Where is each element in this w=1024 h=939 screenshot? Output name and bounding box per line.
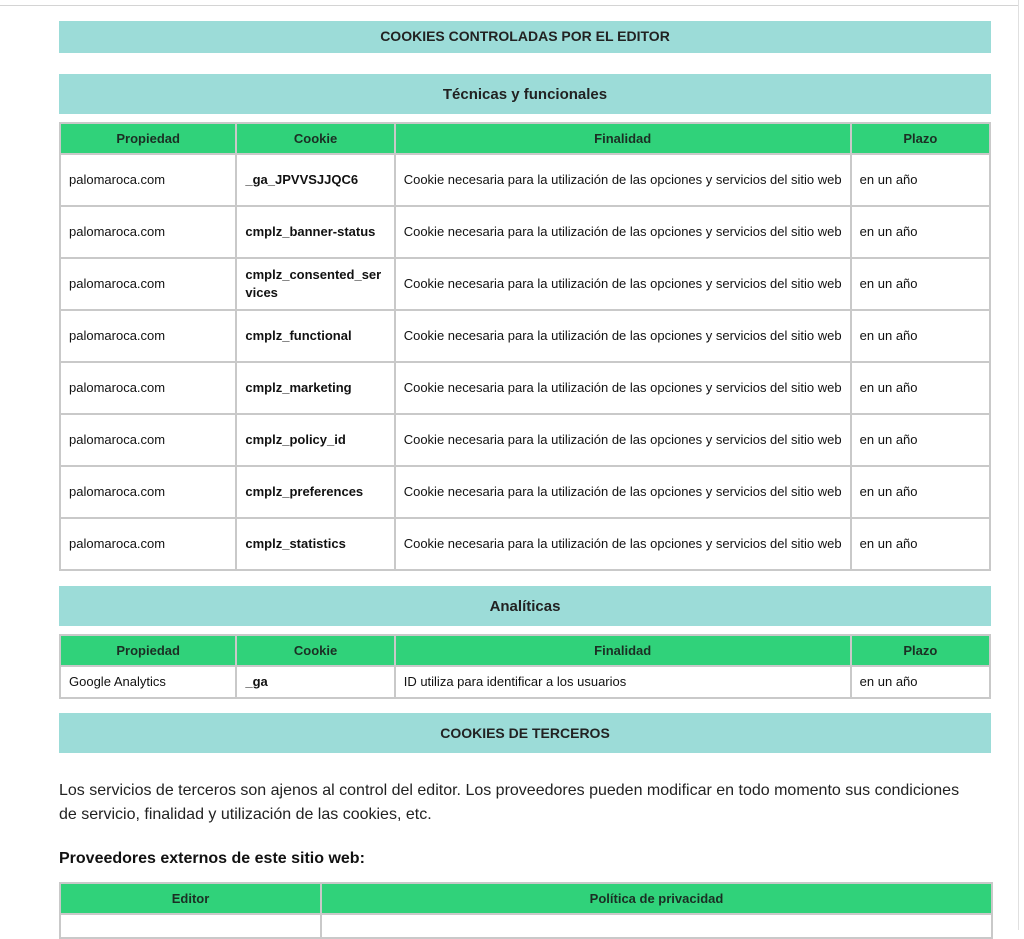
propiedad-cell: palomaroca.com [60,258,236,310]
cookie-name-cell: cmplz_banner-status [236,206,394,258]
propiedad-cell: palomaroca.com [60,206,236,258]
plazo-cell: en un año [851,518,990,570]
provider-editor-cell [60,914,321,938]
finalidad-cell: Cookie necesaria para la utilización de las opciones y servicios del sitio web [395,258,851,310]
cookie-name-cell: _ga_JPVVSJJQC6 [236,154,394,206]
table-row [60,914,992,938]
propiedad-cell: palomaroca.com [60,362,236,414]
header-cookie: Cookie [236,635,394,666]
terceros-paragraph: Los servicios de terceros son ajenos al control del editor. Los proveedores pueden modificar en todo momento sus condiciones de servicio, finalidad y utilización de las cookies, etc. [59,782,960,823]
table-row [60,466,990,518]
cookie-name-cell: cmplz_statistics [236,518,394,570]
tecnicas-section-title: Técnicas y funcionales [59,74,991,114]
propiedad-cell: palomaroca.com [60,310,236,362]
table-header-row [60,883,992,914]
finalidad-cell: Cookie necesaria para la utilización de las opciones y servicios del sitio web [395,310,851,362]
cookie-name-cell: cmplz_marketing [236,362,394,414]
plazo-cell: en un año [851,666,990,698]
cookie-name-cell: _ga [236,666,394,698]
header-finalidad: Finalidad [395,123,851,154]
terceros-section-title: COOKIES DE TERCEROS [59,713,991,753]
providers-table [59,882,993,939]
header-plazo: Plazo [851,123,990,154]
propiedad-cell: palomaroca.com [60,518,236,570]
plazo-cell: en un año [851,310,990,362]
providers-heading: Proveedores externos de este sitio web: [59,850,365,867]
propiedad-cell: palomaroca.com [60,154,236,206]
cookie-name-cell: cmplz_preferences [236,466,394,518]
tecnicas-table [59,122,991,571]
editor-section-title: COOKIES CONTROLADAS POR EL EDITOR [59,21,991,53]
table-row [60,666,990,698]
header-finalidad: Finalidad [395,635,851,666]
plazo-cell: en un año [851,206,990,258]
table-row [60,414,990,466]
cookie-name-cell: cmplz_policy_id [236,414,394,466]
header-cookie: Cookie [236,123,394,154]
plazo-cell: en un año [851,414,990,466]
finalidad-cell: ID utiliza para identificar a los usuarios [395,666,851,698]
analiticas-table [59,634,991,699]
table-header-row [60,123,990,154]
plazo-cell: en un año [851,362,990,414]
cookie-name-cell: cmplz_consented_services [236,258,394,310]
table-header-row [60,635,990,666]
finalidad-cell: Cookie necesaria para la utilización de las opciones y servicios del sitio web [395,206,851,258]
finalidad-cell: Cookie necesaria para la utilización de las opciones y servicios del sitio web [395,154,851,206]
header-editor: Editor [60,883,321,914]
finalidad-cell: Cookie necesaria para la utilización de las opciones y servicios del sitio web [395,518,851,570]
header-propiedad: Propiedad [60,635,236,666]
right-scroll-edge [1018,0,1019,930]
plazo-cell: en un año [851,466,990,518]
finalidad-cell: Cookie necesaria para la utilización de las opciones y servicios del sitio web [395,362,851,414]
finalidad-cell: Cookie necesaria para la utilización de las opciones y servicios del sitio web [395,466,851,518]
header-plazo: Plazo [851,635,990,666]
plazo-cell: en un año [851,258,990,310]
top-divider [0,5,1018,6]
table-row [60,154,990,206]
table-row [60,518,990,570]
propiedad-cell: palomaroca.com [60,414,236,466]
table-row [60,310,990,362]
plazo-cell: en un año [851,154,990,206]
cookie-name-cell: cmplz_functional [236,310,394,362]
analiticas-section-title: Analíticas [59,586,991,626]
table-row [60,258,990,310]
header-propiedad: Propiedad [60,123,236,154]
table-row [60,362,990,414]
propiedad-cell: Google Analytics [60,666,236,698]
table-row [60,206,990,258]
header-politica: Política de privacidad [321,883,992,914]
propiedad-cell: palomaroca.com [60,466,236,518]
cookie-policy-page [59,21,991,939]
provider-policy-cell [321,914,992,938]
finalidad-cell: Cookie necesaria para la utilización de las opciones y servicios del sitio web [395,414,851,466]
